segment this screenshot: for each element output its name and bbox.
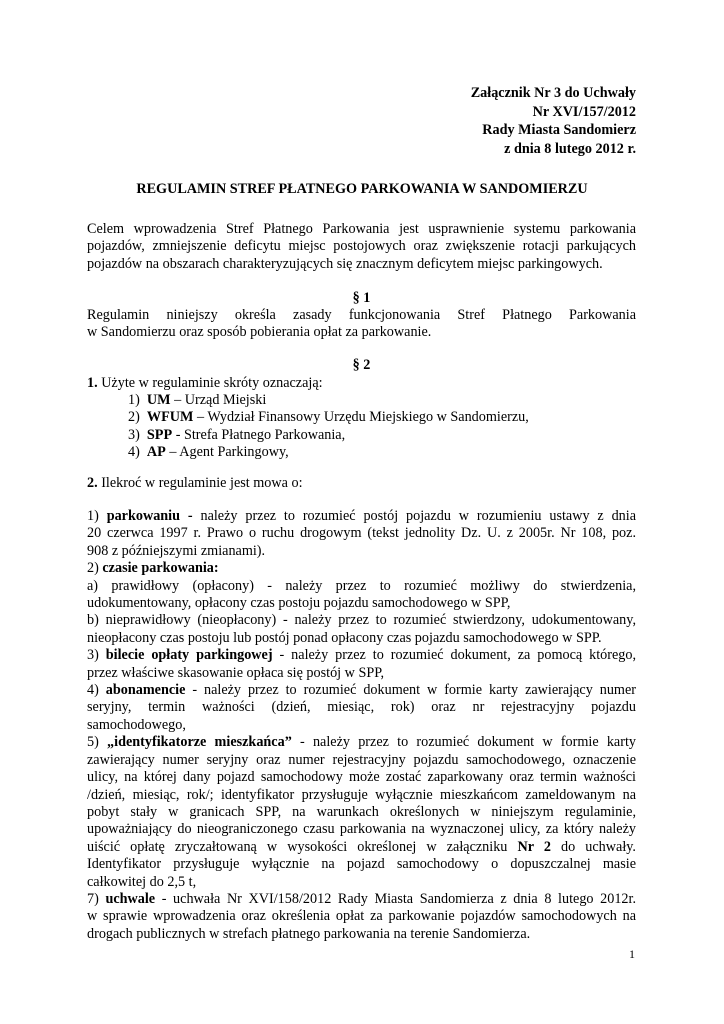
section-2-point-2 xyxy=(87,475,636,492)
def-number: 4) xyxy=(87,682,106,699)
def-text: - należy przez to rozumieć dokument, za pomocą którego, xyxy=(272,647,636,664)
section-heading: § 1 xyxy=(352,290,371,306)
point-number: 2. xyxy=(87,475,98,491)
text-line xyxy=(87,891,636,908)
header-line: Rady Miasta Sandomierz xyxy=(482,122,636,138)
section-heading: § 2 xyxy=(352,357,371,373)
list-item xyxy=(128,392,529,409)
text-line xyxy=(87,560,636,577)
abbreviation-desc: - Strefa Płatnego Parkowania, xyxy=(172,426,346,443)
abbreviation: WFUM xyxy=(146,409,194,426)
text-line: Regulamin niniejszy określa zasady funkcjonowania Stref Płatnego Parkowania xyxy=(87,307,636,323)
text-line: pobyt stały w granicach SPP, na warunkach określonych w niniejszym regulaminie, xyxy=(87,803,636,820)
text-line: 908 z późniejszymi zmianami). xyxy=(87,542,266,559)
def-term: Nr 2 xyxy=(517,838,551,855)
def-text: do uchwały. xyxy=(550,838,636,855)
point-text: Użyte w regulaminie skróty oznaczają: xyxy=(97,375,323,391)
def-number: 5) xyxy=(87,734,108,751)
item-number: 3) xyxy=(128,426,140,443)
abbreviation: UM xyxy=(146,392,171,408)
def-term: czasie parkowania: xyxy=(102,560,219,577)
text-line: całkowitej do 2,5 t, xyxy=(87,873,197,890)
point-text: Ilekroć w regulaminie jest mowa o: xyxy=(97,475,303,491)
text-line: 20 czerwca 1997 r. Prawo o ruchu drogowym (tekst jednolity Dz. U. z 2005r. Nr 108, poz. xyxy=(87,525,636,542)
text-line xyxy=(87,508,636,525)
def-text: uiścić opłatę zryczałtowaną w wysokości określonej w załączniku xyxy=(87,838,518,855)
text-line: samochodowego, xyxy=(87,716,186,733)
text-line: a) prawidłowy (opłacony) - należy przez to rozumieć możliwy do stwierdzenia, xyxy=(87,577,636,594)
text-line: pojazdów na obszarach charakteryzujących się znacznym deficytem miejsc parkingowych. xyxy=(87,255,603,272)
def-term: „identyfikatorze mieszkańca” xyxy=(107,734,292,751)
abbreviation-desc: – Urząd Miejski xyxy=(170,392,267,408)
item-number: 2) xyxy=(128,409,140,426)
abbreviation: AP xyxy=(146,444,166,461)
list-item xyxy=(128,409,529,426)
text-line: udokumentowany, opłacony czas postoju pojazdu samochodowego w SPP, xyxy=(87,595,511,612)
def-number: 3) xyxy=(87,647,106,664)
text-line xyxy=(87,682,636,699)
def-term: abonamencie xyxy=(105,682,186,699)
text-line: /dzień, miesiąc, rok/; identyfikator przysługuje wyłącznie mieszkańcom zameldowanym na xyxy=(87,786,636,803)
intro-paragraph xyxy=(87,221,636,273)
text-line: nieopłacony czas postoju lub postój ponad opłacony czas pojazdu samochodowego w SPP. xyxy=(87,629,602,646)
text-line: upoważniający do nieograniczonego czasu parkowania na wyznaczonej ulicy, za który należy xyxy=(87,821,636,838)
def-text: - należy przez to rozumieć dokument w formie karty xyxy=(291,734,636,751)
text-line: pojazdów, zmniejszenie deficytu miejsc postojowych oraz zwiększenie rotacji parkujących xyxy=(87,238,636,255)
def-text: - uchwała Nr XVI/158/2012 Rady Miasta Sandomierza z dnia 8 lutego 2012r. xyxy=(155,890,636,907)
text-line: w Sandomierzu oraz sposób pobierania opłat za parkowanie. xyxy=(87,324,432,341)
text-line xyxy=(87,734,636,751)
item-number: 4) xyxy=(128,444,140,461)
text-line: Identyfikator przysługuje wyłącznie na pojazd samochodowy o dopuszczalnej masie xyxy=(87,856,636,873)
def-number: 1) xyxy=(87,508,107,524)
text-line: seryjny, termin ważności (dzień, miesiąc, rok) oraz nr rejestracyjny pojazdu xyxy=(87,699,636,716)
def-term: parkowaniu - xyxy=(106,508,193,524)
section-2-point-1 xyxy=(87,375,636,392)
text-line: Celem wprowadzenia Stref Płatnego Parkowania jest usprawnienie systemu parkowania xyxy=(87,221,636,237)
text-line xyxy=(87,839,636,856)
text-line: przez właściwe skasowanie opłaca się postój w SPP, xyxy=(87,664,385,681)
abbreviation: SPP xyxy=(146,426,173,443)
text-line xyxy=(87,647,636,664)
text-line: zawierający numer seryjny oraz numer rejestracyjny pojazdu samochodowego, oznaczenie xyxy=(87,751,636,768)
text-line: b) nieprawidłowy (nieopłacony) - należy przez to rozumieć stwierdzony, udokumentowany, xyxy=(87,612,636,629)
def-number: 7) xyxy=(87,890,106,907)
def-number: 2) xyxy=(87,560,103,577)
header-line: Załącznik Nr 3 do Uchwały xyxy=(470,85,636,101)
text-line: w sprawie wprowadzenia oraz określenia opłat za parkowanie pojazdów samochodowych na xyxy=(87,908,636,925)
definitions xyxy=(87,508,636,943)
page-number: 1 xyxy=(629,947,635,961)
attachment-header xyxy=(471,84,636,158)
header-line: z dnia 8 lutego 2012 r. xyxy=(504,140,636,157)
def-term: bilecie opłaty parkingowej xyxy=(105,647,273,664)
abbreviation-desc: – Agent Parkingowy, xyxy=(165,444,289,461)
point-number: 1. xyxy=(87,375,98,391)
item-number: 1) xyxy=(128,392,140,408)
def-text: - należy przez to rozumieć dokument w formie karty zawierający numer xyxy=(185,682,636,699)
header-line: Nr XVI/157/2012 xyxy=(532,103,636,120)
def-text: należy przez to rozumieć postój pojazdu w rozumieniu ustawy z dnia xyxy=(192,508,636,524)
abbreviation-list xyxy=(128,392,529,462)
list-item xyxy=(128,427,529,444)
abbreviation-desc: – Wydział Finansowy Urzędu Miejskiego w Sandomierzu, xyxy=(193,409,529,426)
text-line: ulicy, na której dany pojazd samochodowy może zostać zaparkowany oraz termin ważności xyxy=(87,769,636,786)
def-term: uchwale xyxy=(105,890,156,907)
document-title: REGULAMIN STREF PŁATNEGO PARKOWANIA W SANDOMIERZU xyxy=(136,181,588,197)
list-item xyxy=(128,444,529,461)
text-line: drogach publicznych w strefach płatnego parkowania na terenie Sandomierza. xyxy=(87,925,531,942)
section-1-text xyxy=(87,307,636,342)
